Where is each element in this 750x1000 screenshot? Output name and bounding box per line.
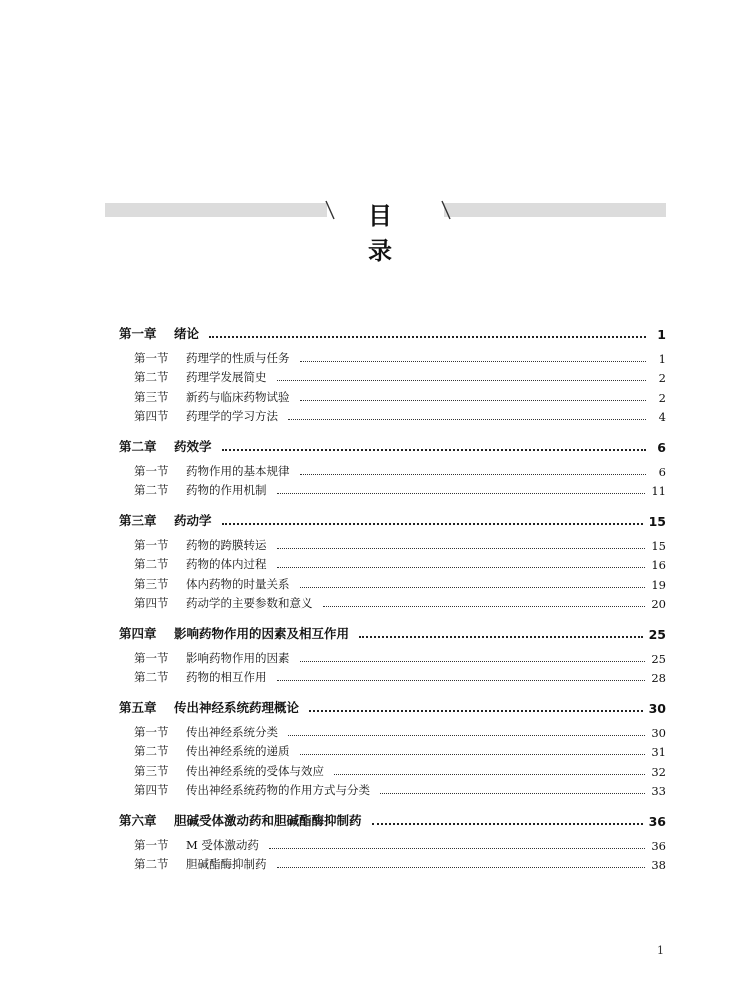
toc-entry-page: 6 <box>657 440 666 455</box>
toc-section-row <box>119 572 666 592</box>
toc-entry-number: 第四节 <box>134 783 169 797</box>
toc-entry-number: 第一节 <box>134 463 169 478</box>
toc-entry-number: 第一节 <box>134 837 169 852</box>
toc-dot-leader <box>300 399 647 401</box>
toc-entry-number: 第一节 <box>134 537 169 552</box>
toc-entry-title: 药理学发展简史 <box>186 370 267 384</box>
toc-entry-title: 药理学的性质与任务 <box>186 350 290 365</box>
toc-entry-page: 33 <box>651 784 666 798</box>
toc-chapter-row <box>119 690 666 716</box>
toc-section-row <box>119 720 666 740</box>
toc-entry-number: 第二节 <box>134 744 169 758</box>
toc-section-row <box>119 646 666 666</box>
toc-dot-leader <box>300 660 646 662</box>
toc-entry-page: 20 <box>651 597 666 611</box>
toc-entry-page: 30 <box>651 725 666 740</box>
toc-entry-page: 11 <box>651 484 666 498</box>
toc-entry-number: 第三节 <box>134 763 169 778</box>
toc-entry-page: 25 <box>651 651 666 666</box>
toc-dot-leader <box>300 586 646 588</box>
toc-chapter-row <box>119 316 666 342</box>
toc-dot-leader <box>359 635 643 638</box>
toc-dot-leader <box>209 335 646 338</box>
toc-dot-leader <box>222 448 646 451</box>
toc-entry-number: 第三节 <box>134 389 169 404</box>
toc-entry-number: 第二章 <box>119 439 157 454</box>
toc-dot-leader <box>288 418 646 420</box>
toc-section-row <box>119 666 666 686</box>
toc-entry-page: 4 <box>658 410 666 424</box>
toc-entry-number: 第二节 <box>134 857 169 871</box>
toc-entry-page: 15 <box>648 514 666 529</box>
toc-entry-number: 第一节 <box>134 350 169 365</box>
toc-dot-leader <box>300 753 646 755</box>
toc-dot-leader <box>277 379 647 381</box>
toc-entry-page: 28 <box>651 671 666 685</box>
toc-dot-leader <box>277 492 646 494</box>
toc-entry-page: 19 <box>651 577 666 592</box>
toc-entry-page: 38 <box>651 858 666 872</box>
toc-section-row <box>119 853 666 873</box>
toc-entry-page: 25 <box>648 627 666 642</box>
toc-entry-number: 第一章 <box>119 326 157 341</box>
toc-entry-title: M 受体激动药 <box>186 837 259 852</box>
toc-dot-leader <box>300 360 647 362</box>
toc-section-row <box>119 405 666 425</box>
toc-entry-page: 32 <box>651 764 666 779</box>
toc-entry-number: 第四节 <box>134 409 169 423</box>
toc-entry-number: 第一节 <box>134 650 169 665</box>
toc-entry-title: 药物作用的基本规律 <box>186 463 290 478</box>
toc-entry-title: 药物的相互作用 <box>186 670 267 684</box>
toc-entry-number: 第六章 <box>119 813 157 828</box>
toc-dot-leader <box>300 473 647 475</box>
toc-dot-leader <box>277 679 646 681</box>
toc-section-row <box>119 479 666 499</box>
toc-entry-title: 影响药物作用的因素及相互作用 <box>174 626 350 641</box>
toc-entry-page: 36 <box>648 814 666 829</box>
toc-entry-title: 药物的体内过程 <box>186 557 267 571</box>
toc-entry-title: 绪论 <box>174 326 200 341</box>
toc-entry-title: 传出神经系统药理概论 <box>174 700 300 715</box>
toc-section-row <box>119 366 666 386</box>
toc-entry-title: 药效学 <box>174 439 212 454</box>
toc-section-row <box>119 553 666 573</box>
toc-chapter-row <box>119 503 666 529</box>
toc-entry-title: 胆碱酯酶抑制药 <box>186 857 267 871</box>
toc-entry-title: 药物的跨膜转运 <box>186 537 267 552</box>
toc-entry-number: 第五章 <box>119 700 157 715</box>
toc-entry-title: 传出神经系统分类 <box>186 724 278 739</box>
toc-entry-title: 药物的作用机制 <box>186 483 267 497</box>
toc-entry-number: 第二节 <box>134 670 169 684</box>
toc-entry-number: 第二节 <box>134 557 169 571</box>
toc-entry-title: 药理学的学习方法 <box>186 409 278 423</box>
toc-entry-number: 第三节 <box>134 576 169 591</box>
toc-section-row <box>119 833 666 853</box>
toc-entry-number: 第二节 <box>134 370 169 384</box>
toc-dot-leader <box>334 773 645 775</box>
toc-dot-leader <box>277 566 646 568</box>
toc-dot-leader <box>277 866 646 868</box>
toc-section-row <box>119 779 666 799</box>
toc-entry-page: 31 <box>651 745 666 759</box>
toc-entry-page: 1 <box>657 327 666 342</box>
toc-dot-leader <box>309 709 643 712</box>
page-number: 1 <box>657 944 664 957</box>
toc-entry-page: 16 <box>651 558 666 572</box>
toc-entry-number: 第四节 <box>134 596 169 610</box>
toc-dot-leader <box>288 734 645 736</box>
toc-chapter-row <box>119 616 666 642</box>
toc-entry-page: 30 <box>648 701 666 716</box>
toc-entry-number: 第四章 <box>119 626 157 641</box>
toc-section-row <box>119 759 666 779</box>
toc-dot-leader <box>372 822 643 825</box>
toc-section-row <box>119 533 666 553</box>
toc-dot-leader <box>277 547 646 549</box>
toc-section-row <box>119 346 666 366</box>
page-title: 目 录 <box>368 202 408 265</box>
toc-entry-title: 传出神经系统药物的作用方式与分类 <box>186 783 370 797</box>
toc-entry-page: 1 <box>658 351 666 366</box>
toc-chapter-row <box>119 803 666 829</box>
toc-entry-page: 6 <box>658 464 666 479</box>
toc-entry-title: 药动学的主要参数和意义 <box>186 596 313 610</box>
toc-entry-title: 传出神经系统的递质 <box>186 744 290 758</box>
toc-entry-number: 第三章 <box>119 513 157 528</box>
toc-entry-page: 2 <box>658 371 666 385</box>
toc-entry-page: 36 <box>651 838 666 853</box>
toc-section-row <box>119 592 666 612</box>
toc-dot-leader <box>323 605 646 607</box>
toc-entry-title: 胆碱受体激动药和胆碱酯酶抑制药 <box>174 813 362 828</box>
toc-dot-leader <box>380 792 645 794</box>
toc-entry-title: 药动学 <box>174 513 212 528</box>
toc-entry-title: 影响药物作用的因素 <box>186 650 290 665</box>
toc-section-row <box>119 459 666 479</box>
toc-entry-title: 新药与临床药物试验 <box>186 389 290 404</box>
table-of-contents <box>119 316 666 872</box>
toc-entry-page: 15 <box>651 538 666 553</box>
toc-section-row <box>119 740 666 760</box>
toc-dot-leader <box>222 522 643 525</box>
toc-section-row <box>119 385 666 405</box>
toc-entry-title: 体内药物的时量关系 <box>186 576 290 591</box>
toc-entry-page: 2 <box>658 390 666 405</box>
toc-entry-number: 第一节 <box>134 724 169 739</box>
toc-entry-title: 传出神经系统的受体与效应 <box>186 763 324 778</box>
toc-entry-number: 第二节 <box>134 483 169 497</box>
toc-dot-leader <box>269 847 645 849</box>
toc-chapter-row <box>119 429 666 455</box>
